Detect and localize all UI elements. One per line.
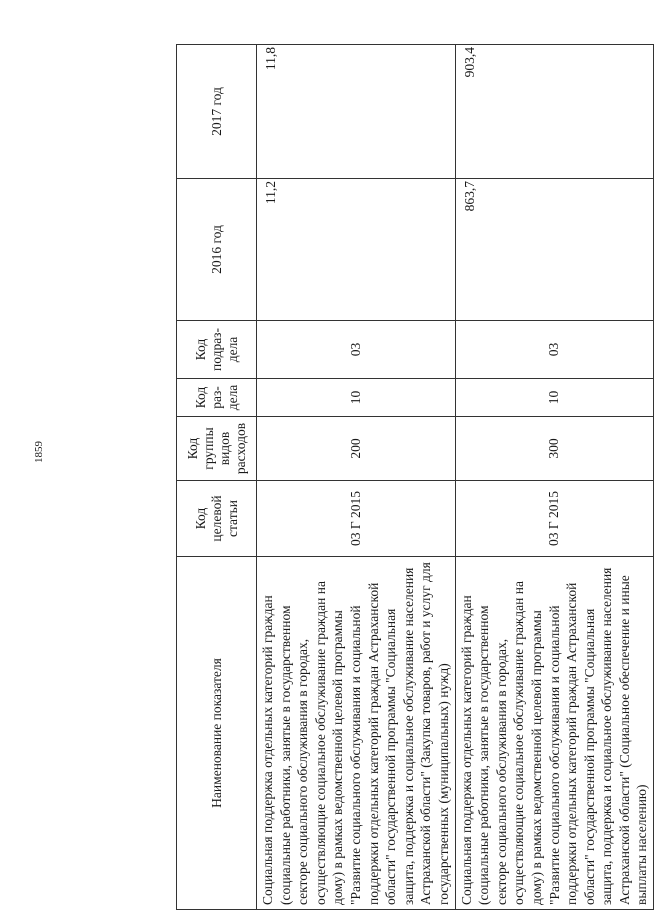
row-name: Социальная поддержка отдельных категорий граждан (социальные работники, занятые в государственном секторе социального обслуживания в городах, осуществляющие социальное обслуживание граждан на дому) в рамках ведомственной целевой программы "Развитие социального обслуживания и социальной поддержки отдельных категорий граждан Астраханской области" государственной программы "Социальная защита, поддержка и социальное обслуживание населения Астраханской области" (Социальное обеспечение и иные выплаты населению) [455,557,654,910]
row-expense-group: 200 [257,417,456,481]
row-2017: 903,4 [455,45,654,179]
header-name: Наименование показателя [177,557,257,910]
header-expense-group: Код группы видов расходов [177,417,257,481]
header-2017: 2017 год [177,45,257,179]
row-expense-group: 300 [455,417,654,481]
budget-table [176,44,654,910]
row-2016: 863,7 [455,179,654,321]
row-name: Социальная поддержка отдельных категорий граждан (социальные работники, занятые в государственном секторе социального обслуживания в городах, осуществляющие социальное обслуживание граждан на дому) в рамках ведомственной целевой программы "Развитие социального обслуживания и социальной поддержки отдельных категорий граждан Астраханской области" государственной программы "Социальная защита, поддержка и социальное обслуживание населения Астраханской области" (Закупка товаров, работ и услуг для государственных (муниципальных) нужд) [257,557,456,910]
row-target-code: 03 Г 2015 [455,481,654,557]
header-2016: 2016 год [177,179,257,321]
page-number: 1859 [33,441,45,463]
row-2016: 11,2 [257,179,456,321]
header-subsection: Код подраз-дела [177,321,257,379]
header-section: Код раз-дела [177,379,257,417]
row-subsection: 03 [455,321,654,379]
table-row [455,45,654,910]
header-target-code: Код целевой статьи [177,481,257,557]
rotated-table [176,45,650,910]
row-section: 10 [257,379,456,417]
row-target-code: 03 Г 2015 [257,481,456,557]
row-section: 10 [455,379,654,417]
table-row [257,45,456,910]
row-subsection: 03 [257,321,456,379]
row-2017: 11,8 [257,45,456,179]
table-header-row [177,45,257,910]
